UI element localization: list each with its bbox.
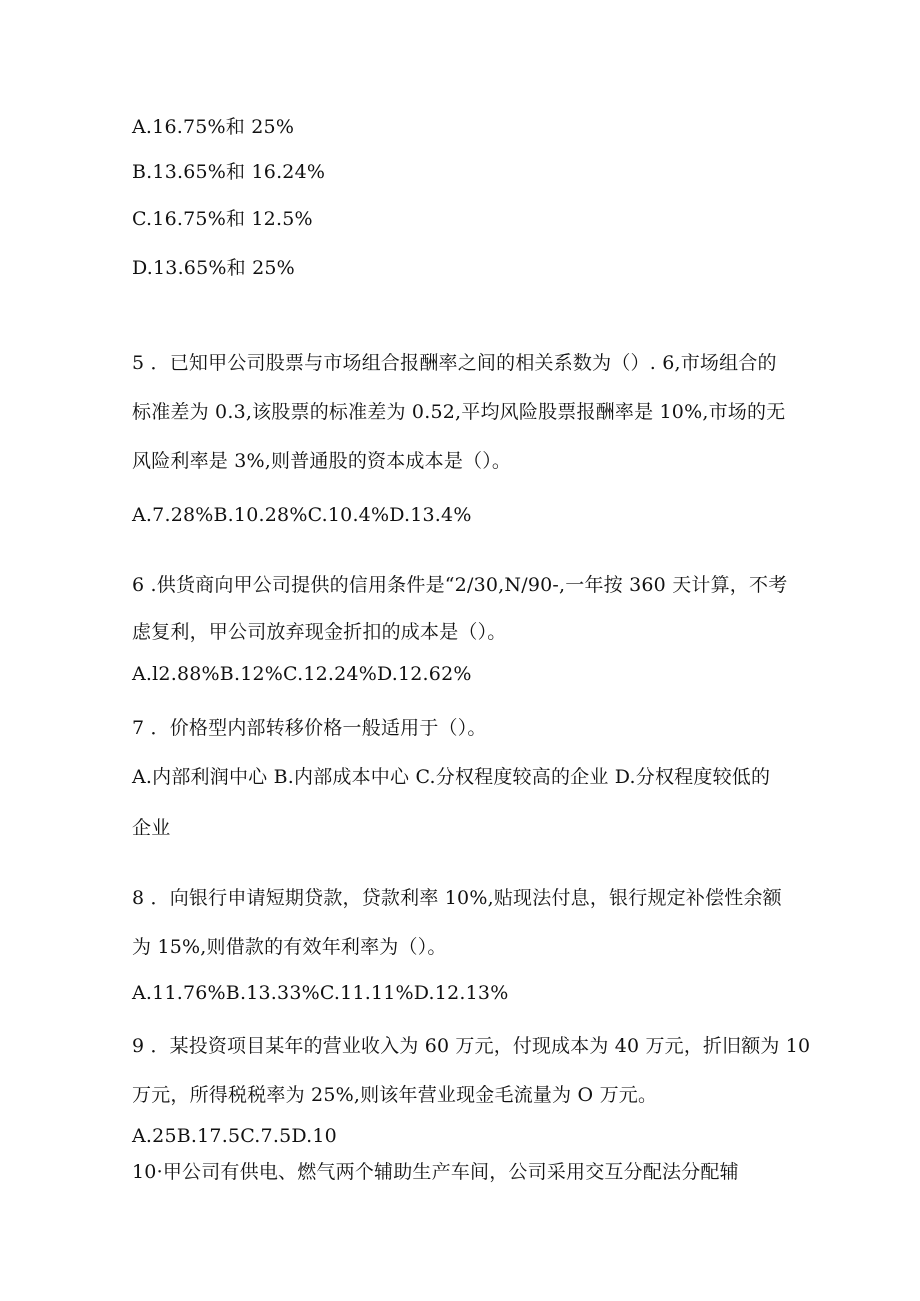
question-9-line-1: 9 ．某投资项目某年的营业收入为 60 万元，付现成本为 40 万元，折旧额为 10 (132, 1035, 811, 1057)
question-8-line-1: 8 ．向银行申请短期贷款，贷款利率 10%,贴现法付息，银行规定补偿性余额 (132, 887, 782, 909)
question-6-line-2: 虑复利，甲公司放弃现金折扣的成本是（）。 (132, 621, 507, 643)
question-7-line-1: 7 ．价格型内部转移价格一般适用于（）。 (132, 717, 487, 739)
question-9-options: A.25B.17.5C.7.5D.10 (132, 1125, 337, 1147)
question-5-line-3: 风险利率是 3%,则普通股的资本成本是（）。 (132, 450, 512, 472)
question-6-line-1: 6 .供货商向甲公司提供的信用条件是“2/30,N/90-,一年按 360 天计算，不考 (132, 574, 788, 596)
option-b: B.13.65%和 16.24% (132, 161, 326, 183)
option-a: A.16.75%和 25% (132, 116, 295, 138)
question-5-options: A.7.28%B.10.28%C.10.4%D.13.4% (132, 504, 472, 526)
question-7-options-line-1: A.内部利润中心 B.内部成本中心 C.分权程度较高的企业 D.分权程度较低的 (132, 766, 771, 788)
question-7-options-line-2: 企业 (132, 817, 171, 839)
question-5-line-2: 标准差为 0.3,该股票的标准差为 0.52,平均风险股票报酬率是 10%,市场的无 (132, 401, 786, 423)
option-c: C.16.75%和 12.5% (132, 208, 313, 230)
question-8-line-2: 为 15%,则借款的有效年利率为（）。 (132, 936, 447, 958)
question-5-line-1: 5 ．已知甲公司股票与市场组合报酬率之间的相关系数为（）. 6,市场组合的 (132, 352, 777, 374)
question-6-options: A.l2.88%B.12%C.12.24%D.12.62% (132, 663, 472, 685)
option-d: D.13.65%和 25% (132, 257, 295, 279)
question-10-line-1: 10·甲公司有供电、燃气两个辅助生产车间，公司采用交互分配法分配辅 (132, 1161, 739, 1183)
question-9-line-2: 万元，所得税税率为 25%,则该年营业现金毛流量为 O 万元。 (132, 1084, 658, 1106)
question-8-options: A.11.76%B.13.33%C.11.11%D.12.13% (132, 982, 509, 1004)
